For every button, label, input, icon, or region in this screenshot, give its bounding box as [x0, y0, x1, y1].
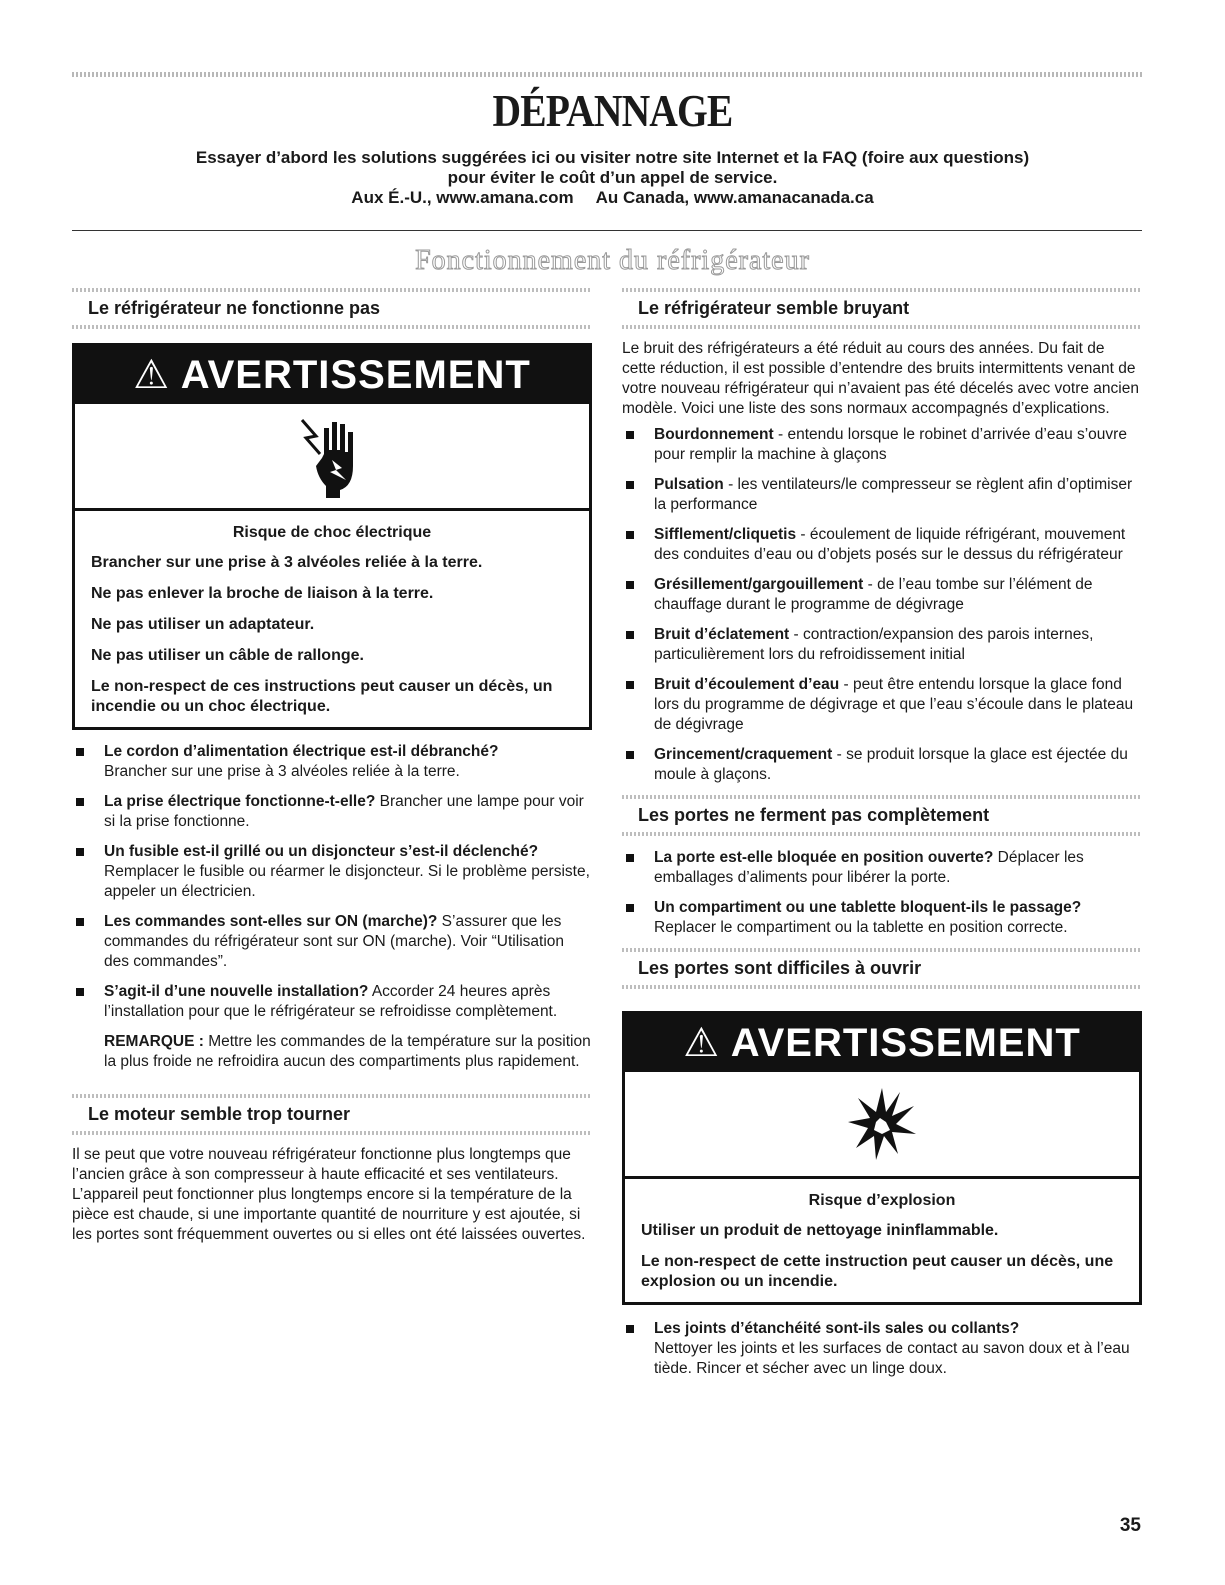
warning-box-electric [72, 343, 592, 730]
noise-intro-paragraph: Le bruit des réfrigérateurs a été réduit au cours des années. Du fait de cette réduction, il est possible d’entendre des bruits intermittents venant de votre nouveau réfrigérateur qui n’avaient pas été décelés avec votre ancien modèle. Voici une liste des sons normaux accompagnés d’explications. [622, 340, 1139, 417]
warning-text [75, 511, 589, 727]
subhead-doors-not-closing: Les portes ne ferment pas complètement [638, 805, 990, 825]
question: La prise électrique fonctionne-t-elle? [104, 793, 376, 810]
subhead-not-running: Le réfrigérateur ne fonctionne pas [88, 298, 381, 318]
list-item [72, 912, 592, 972]
dotted-rule [72, 1131, 592, 1135]
warning-triangle-icon: ⚠ [133, 353, 171, 397]
subhead-motor-runs-too-much: Le moteur semble trop tourner [88, 1104, 351, 1124]
noise-desc: - entendu lorsque le robinet d’arrivée d’eau s’ouvre pour remplir la machine à glaçons [654, 426, 1127, 463]
list-item [622, 848, 1142, 888]
answer: Accorder 24 heures après l’installation pour que le réfrigérateur se refroidisse complètement. [104, 983, 558, 1020]
list-item [622, 575, 1142, 615]
top-dotted-rule [72, 72, 1142, 77]
answer: Replacer le compartiment ou la tablette en position correcte. [654, 919, 1068, 936]
question: Les commandes sont-elles sur ON (marche)? [104, 913, 438, 930]
warning-label: AVERTISSEMENT [180, 353, 531, 397]
list-item [622, 675, 1142, 735]
warning-line: Le non-respect de cette instruction peut causer un décès, une explosion ou un incendie. [641, 1253, 1114, 1290]
question: Un compartiment ou une tablette bloquent-ils le passage? [654, 899, 1082, 916]
canada-website-link[interactable]: Au Canada, www.amanacanada.ca [595, 188, 874, 207]
intro-line-2: pour éviter le coût d’un appel de service. [447, 168, 778, 187]
answer: Brancher une lampe pour voir si la prise fonctionne. [104, 793, 584, 830]
seals-checklist [622, 1319, 1142, 1379]
subhead-doors-hard-to-open: Les portes sont difficiles à ouvrir [638, 958, 922, 978]
section-title: Fonctionnement du réfrigérateur [415, 245, 810, 276]
list-item [622, 898, 1142, 938]
noise-name: Sifflement/cliquetis [654, 526, 797, 543]
dotted-rule [622, 325, 1142, 329]
list-item [622, 625, 1142, 665]
intro-line-1: Essayer d’abord les solutions suggérées ici ou visiter notre site Internet et la FAQ (foire aux questions) [195, 148, 1030, 167]
warning-text [625, 1179, 1139, 1302]
dotted-rule [72, 325, 592, 329]
question: Un fusible est-il grillé ou un disjoncteur s’est-il déclenché? [104, 843, 539, 860]
list-item [622, 425, 1142, 465]
question: Les joints d’étanchéité sont-ils sales ou collants? [654, 1320, 1020, 1337]
subhead-noisy: Le réfrigérateur semble bruyant [638, 298, 910, 318]
warning-header [625, 1014, 1139, 1072]
left-column [72, 288, 592, 1245]
note-label: REMARQUE : [104, 1033, 204, 1050]
noise-desc: - peut être entendu lorsque la glace fond lors du programme de dégivrage et que l’eau s’écoule dans le plateau de dégivrage [654, 676, 1134, 733]
intro-text [0, 148, 1225, 208]
hazard-icon-area [75, 404, 589, 511]
list-item [622, 525, 1142, 565]
warning-line: Ne pas enlever la broche de liaison à la terre. [91, 585, 434, 602]
list-item [622, 1319, 1142, 1379]
noise-name: Bourdonnement [654, 426, 774, 443]
warning-line: Le non-respect de ces instructions peut causer un décès, un incendie ou un choc électrique. [91, 678, 553, 715]
warning-triangle-icon: ⚠ [683, 1021, 721, 1065]
risk-title: Risque de choc électrique [232, 524, 432, 541]
dotted-rule [622, 832, 1142, 836]
answer: Remplacer le fusible ou réarmer le disjoncteur. Si le problème persiste, appeler un électricien. [104, 863, 590, 900]
list-item [72, 792, 592, 832]
list-item [72, 982, 592, 1022]
noise-desc: - contraction/expansion des parois internes, particulièrement lors du refroidissement initial [654, 626, 1094, 663]
answer: Nettoyer les joints et les surfaces de contact au savon doux et à l’eau tiède. Rincer et sécher avec un linge doux. [654, 1340, 1130, 1377]
noise-desc: - les ventilateurs/le compresseur se règlent afin d’optimiser la performance [654, 476, 1133, 513]
noise-list [622, 425, 1142, 785]
list-item [622, 745, 1142, 785]
hazard-icon-area [625, 1072, 1139, 1179]
noise-name: Grésillement/gargouillement [654, 576, 864, 593]
list-item [72, 742, 592, 782]
question: La porte est-elle bloquée en position ouverte? [654, 849, 994, 866]
note [104, 1032, 592, 1072]
answer: Brancher sur une prise à 3 alvéoles reliée à la terre. [104, 763, 460, 780]
not-running-checklist [72, 742, 592, 1022]
us-website-link[interactable]: Aux É.-U., www.amana.com [351, 188, 574, 207]
noise-desc: - écoulement de liquide réfrigérant, mouvement des conduites d’eau ou d’objets posés sur le dessus du réfrigérateur [654, 526, 1126, 563]
noise-name: Bruit d’écoulement d’eau [654, 676, 840, 693]
noise-desc: - se produit lorsque la glace est éjectée du moule à glaçons. [654, 746, 1128, 783]
list-item [72, 842, 592, 902]
divider-line [72, 230, 1142, 231]
warning-line: Ne pas utiliser un câble de rallonge. [91, 647, 364, 664]
list-item [622, 475, 1142, 515]
intro-links [0, 188, 1225, 208]
noise-name: Grincement/craquement [654, 746, 833, 763]
explosion-icon [846, 1082, 918, 1166]
answer: Déplacer les emballages d’aliments pour libérer la porte. [654, 849, 1084, 886]
page-title: DÉPANNAGE [492, 85, 733, 136]
dotted-rule [622, 985, 1142, 989]
page-number: 35 [1119, 1515, 1141, 1536]
doors-checklist [622, 848, 1142, 938]
warning-line: Ne pas utiliser un adaptateur. [91, 616, 315, 633]
electric-shock-icon [296, 414, 368, 498]
question: Le cordon d’alimentation électrique est-il débranché? [104, 743, 499, 760]
question: S’agit-il d’une nouvelle installation? [104, 983, 369, 1000]
warning-box-explosion [622, 1011, 1142, 1305]
warning-line: Brancher sur une prise à 3 alvéoles reliée à la terre. [91, 554, 483, 571]
noise-desc: - de l’eau tombe sur l’élément de chauffage durant le programme de dégivrage [654, 576, 1093, 613]
warning-header [75, 346, 589, 404]
note-text: Mettre les commandes de la température sur la position la plus froide ne refroidira aucun des compartiments plus rapidement. [104, 1033, 591, 1070]
warning-label: AVERTISSEMENT [730, 1021, 1081, 1065]
noise-name: Pulsation [654, 476, 724, 493]
risk-title: Risque d’explosion [808, 1192, 956, 1209]
noise-name: Bruit d’éclatement [654, 626, 790, 643]
answer: S’assurer que les commandes du réfrigérateur sont sur ON (marche). Voir “Utilisation des commandes”. [104, 913, 564, 970]
warning-line: Utiliser un produit de nettoyage ininflammable. [641, 1222, 999, 1239]
right-column [622, 288, 1142, 1389]
motor-paragraph: Il se peut que votre nouveau réfrigérateur fonctionne plus longtemps que l’ancien grâce à son compresseur à haute efficacité et ses ventilateurs. L’appareil peut fonctionner plus longtemps encore si la température de la pièce est chaude, si une importante quantité de nourriture y est ajoutée, si les portes sont fréquemment ouvertes ou si elles ont été laissées ouvertes. [72, 1146, 586, 1243]
